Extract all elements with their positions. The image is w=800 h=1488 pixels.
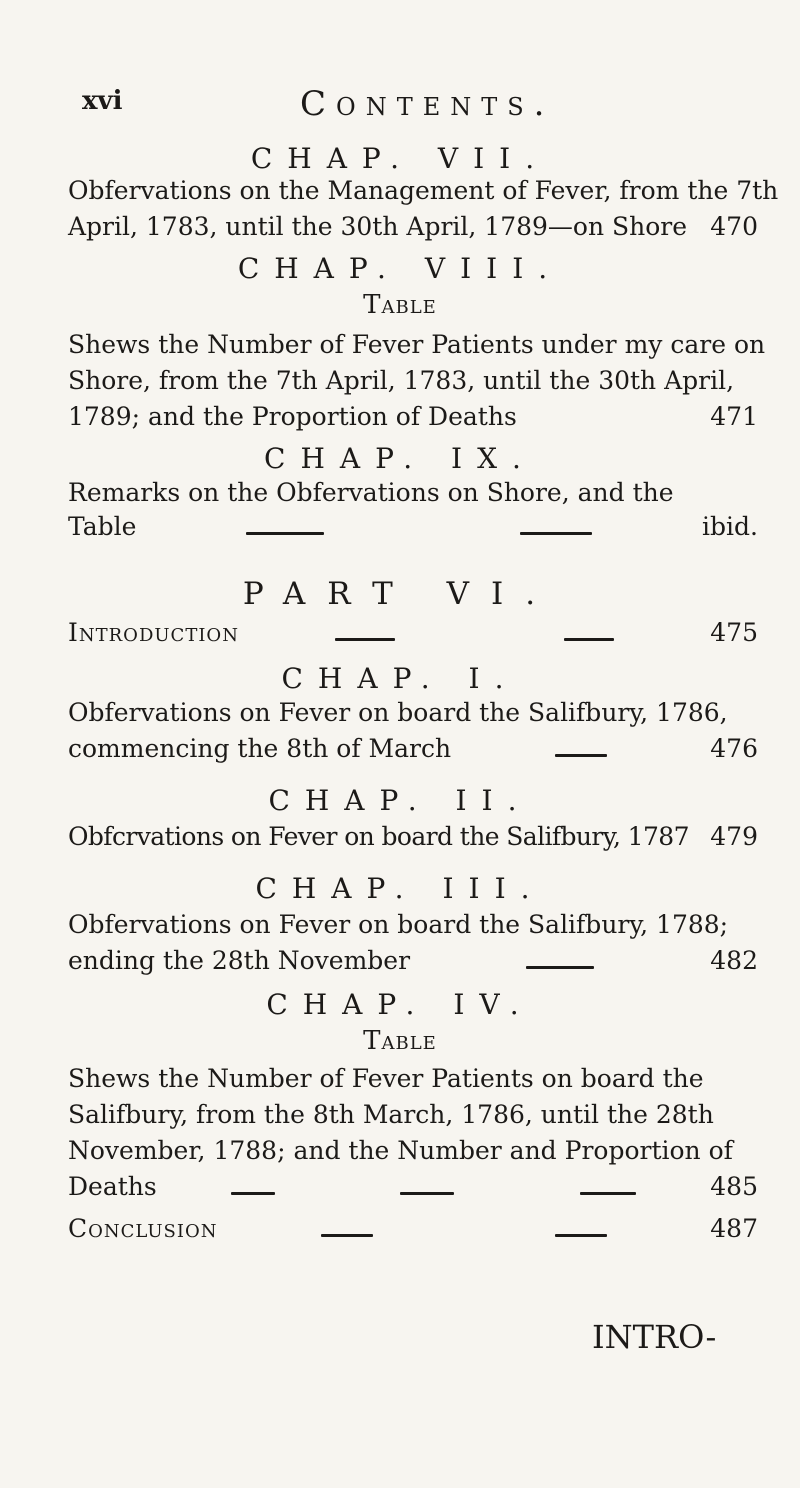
conclusion-label: Conclusion <box>68 1214 218 1243</box>
leader-dash <box>400 1192 454 1195</box>
chap-7-heading: CHAP. VII. <box>250 142 550 175</box>
part-6-chap-2-entry <box>68 822 758 852</box>
chap-7-page: 470 <box>710 212 758 241</box>
leader-dash <box>231 1192 275 1195</box>
part-6-chap-4-line-3: November, 1788; and the Number and Proportion of <box>68 1136 733 1165</box>
conclusion-entry <box>68 1214 758 1244</box>
leader-dash <box>321 1234 373 1237</box>
chap-7-entry <box>68 212 758 242</box>
chap-7-line-2: April, 1783, until the 30th April, 1789—on Shore <box>68 212 688 241</box>
leader-dashes <box>157 1192 711 1195</box>
conclusion-page: 487 <box>710 1214 758 1243</box>
introduction-page: 475 <box>710 618 758 647</box>
chap-9-line-2: Table <box>68 512 137 541</box>
part-6-chap-3-heading: CHAP. III. <box>255 872 545 905</box>
part-6-chap-2-page: 479 <box>710 822 758 851</box>
chap-9-page: ibid. <box>702 512 758 541</box>
part-6-chap-4-line-2: Salifbury, from the 8th March, 1786, until the 28th <box>68 1100 714 1129</box>
part-6-chap-3-line-1: Obfervations on Fever on board the Salifbury, 1788; <box>68 910 729 939</box>
leader-dashes <box>239 638 710 641</box>
part-6-chap-1-entry <box>68 734 758 764</box>
chap-9-entry <box>68 512 758 542</box>
leader-dash <box>580 1192 636 1195</box>
part-6-chap-3-page: 482 <box>710 946 758 975</box>
part-6-chap-3-line-2: ending the 28th November <box>68 946 411 975</box>
introduction-label: Introduction <box>68 618 239 647</box>
part-6-chap-4-line-4: Deaths <box>68 1172 157 1201</box>
part-6-chap-3-entry <box>68 946 758 976</box>
part-6-chap-1-line-1: Obfervations on Fever on board the Salifbury, 1786, <box>68 698 728 727</box>
leader-dashes <box>410 966 710 969</box>
part-6-chap-2-heading: CHAP. II. <box>268 784 532 817</box>
introduction-entry <box>68 618 758 648</box>
page-number: xvi <box>82 86 123 116</box>
catchword: INTRO- <box>592 1318 717 1356</box>
leader-dash <box>555 1234 607 1237</box>
leader-dash <box>335 638 395 641</box>
chap-8-heading: CHAP. VIII. <box>237 252 563 285</box>
part-6-heading: PART VI. <box>242 576 558 612</box>
leader-dashes <box>136 532 702 535</box>
part-6-chap-4-table-heading: Table <box>363 1026 437 1056</box>
running-title: Contents. <box>300 84 555 124</box>
leader-dashes <box>218 1234 711 1237</box>
chap-9-line-1: Remarks on the Obfervations on Shore, and the <box>68 478 674 507</box>
leader-dash <box>520 532 592 535</box>
chap-8-page: 471 <box>710 402 758 431</box>
part-6-chap-2-line-1: Obfcrvations on Fever on board the Salifbury, 1787 <box>68 822 689 851</box>
chap-7-line-1: Obfervations on the Management of Fever, from the 7th <box>68 176 779 205</box>
chap-8-line-2: Shore, from the 7th April, 1783, until the 30th April, <box>68 366 735 395</box>
leader-dashes <box>451 754 710 757</box>
part-6-chap-4-entry <box>68 1172 758 1202</box>
part-6-chap-1-line-2: commencing the 8th of March <box>68 734 452 763</box>
chap-8-table-heading: Table <box>363 290 437 320</box>
part-6-chap-1-heading: CHAP. I. <box>281 662 519 695</box>
leader-dash <box>555 754 607 757</box>
chap-8-line-3: 1789; and the Proportion of Deaths <box>68 402 517 431</box>
chap-9-heading: CHAP. IX. <box>264 442 536 475</box>
chap-8-line-1: Shews the Number of Fever Patients under my care on <box>68 330 766 359</box>
part-6-chap-4-page: 485 <box>710 1172 758 1201</box>
part-6-chap-4-heading: CHAP. IV. <box>266 988 534 1021</box>
leader-dash <box>526 966 594 969</box>
part-6-chap-1-page: 476 <box>710 734 758 763</box>
part-6-chap-4-line-1: Shews the Number of Fever Patients on board the <box>68 1064 704 1093</box>
leader-dash <box>564 638 614 641</box>
chap-8-entry <box>68 402 758 432</box>
leader-dash <box>246 532 324 535</box>
